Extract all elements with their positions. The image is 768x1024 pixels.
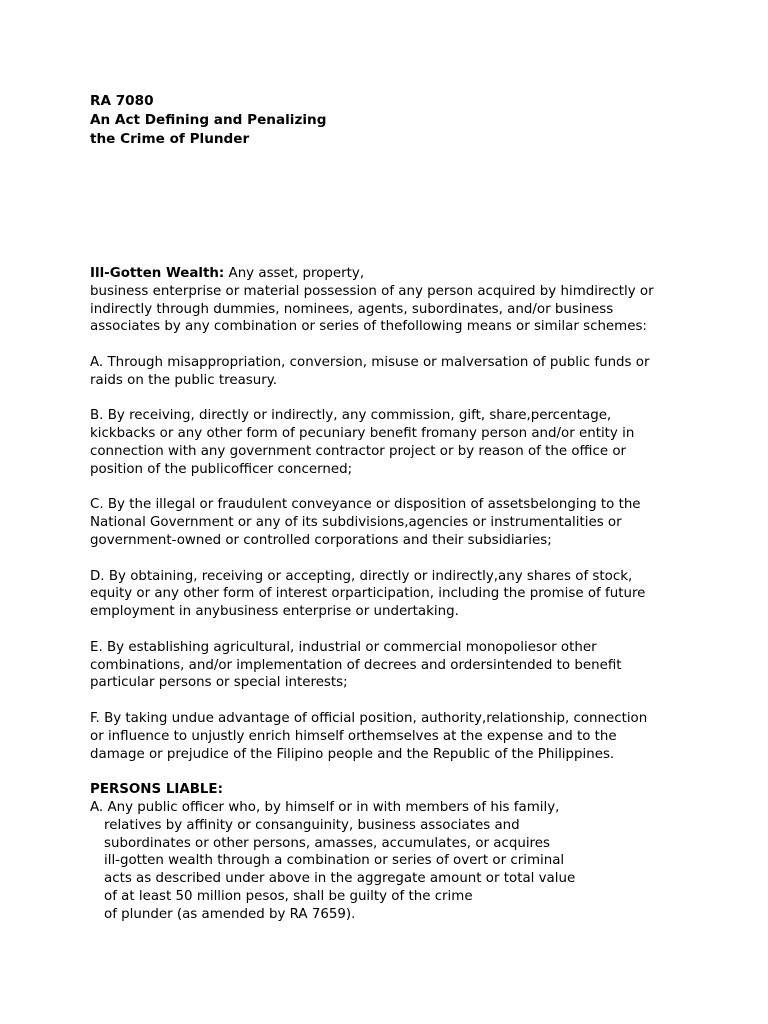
means-item-d: [90, 568, 690, 621]
persons-liable-line: ill-gotten wealth through a combination or series of overt or criminal: [104, 853, 565, 869]
means-line: particular persons or special interests;: [90, 675, 348, 691]
means-line: employment in anybusiness enterprise or undertaking.: [90, 604, 459, 620]
persons-liable-line: of plunder (as amended by RA 7659).: [104, 906, 356, 922]
means-line: combinations, and/or implementation of decrees and ordersintended to benefit: [90, 657, 622, 673]
definition-ill-gotten-wealth: [90, 265, 690, 336]
means-line: C. By the illegal or fraudulent conveyance or disposition of assetsbelonging to the: [90, 497, 641, 513]
means-item-b: [90, 407, 690, 478]
means-item-c: [90, 496, 690, 549]
means-line: National Government or any of its subdivisions,agencies or instrumentalities or: [90, 515, 622, 531]
definition-line: indirectly through dummies, nominees, agents, subordinates, and/or business: [90, 301, 614, 317]
title-line-crime: the Crime of Plunder: [90, 131, 250, 147]
means-line: D. By obtaining, receiving or accepting, directly or indirectly,any shares of stock,: [90, 568, 633, 584]
means-line: E. By establishing agricultural, industrial or commercial monopoliesor other: [90, 639, 597, 655]
means-item-f: [90, 710, 690, 763]
definition-term: Ill-Gotten Wealth:: [90, 266, 225, 281]
persons-liable-body: [90, 817, 690, 924]
means-line: kickbacks or any other form of pecuniary benefit fromany person and/or entity in: [90, 426, 635, 442]
means-line: B. By receiving, directly or indirectly, any commission, gift, share,percentage,: [90, 408, 612, 424]
means-line: government-owned or controlled corporations and their subsidiaries;: [90, 532, 552, 548]
persons-liable-line: acts as described under above in the aggregate amount or total value: [104, 871, 576, 887]
means-line: connection with any government contractor project or by reason of the office or: [90, 443, 627, 459]
means-line: raids on the public treasury.: [90, 372, 278, 388]
means-line: A. Through misappropriation, conversion, misuse or malversation of public funds or: [90, 354, 650, 370]
means-line: damage or prejudice of the Filipino people and the Republic of the Philippines.: [90, 746, 615, 762]
persons-liable-first-line: A. Any public officer who, by himself or in with members of his family,: [90, 799, 560, 815]
means-line: position of the publicofficer concerned;: [90, 461, 353, 477]
means-item-a: [90, 354, 690, 390]
means-line: F. By taking undue advantage of official position, authority,relationship, connection: [90, 710, 648, 726]
definition-lead: Any asset, property,: [224, 266, 365, 281]
definition-line: business enterprise or material possession of any person acquired by himdirectly or: [90, 283, 654, 299]
persons-liable-section: [90, 781, 690, 923]
persons-liable-line: subordinates or other persons, amasses, accumulates, or acquires: [104, 835, 550, 851]
document-title: [90, 92, 690, 149]
means-item-e: [90, 639, 690, 692]
means-line: or influence to unjustly enrich himself orthemselves at the expense and to the: [90, 728, 617, 744]
title-line-ra: RA 7080: [90, 93, 154, 109]
title-line-act: An Act Defining and Penalizing: [90, 112, 327, 128]
means-line: equity or any other form of interest orparticipation, including the promise of future: [90, 586, 646, 602]
definition-first-line: [90, 265, 690, 283]
persons-liable-line: relatives by affinity or consanguinity, business associates and: [104, 817, 520, 833]
document-page: [90, 92, 690, 923]
definition-line: associates by any combination or series of thefollowing means or similar schemes:: [90, 319, 647, 335]
persons-liable-heading: PERSONS LIABLE:: [90, 782, 223, 798]
persons-liable-line: of at least 50 million pesos, shall be guilty of the crime: [104, 888, 473, 904]
